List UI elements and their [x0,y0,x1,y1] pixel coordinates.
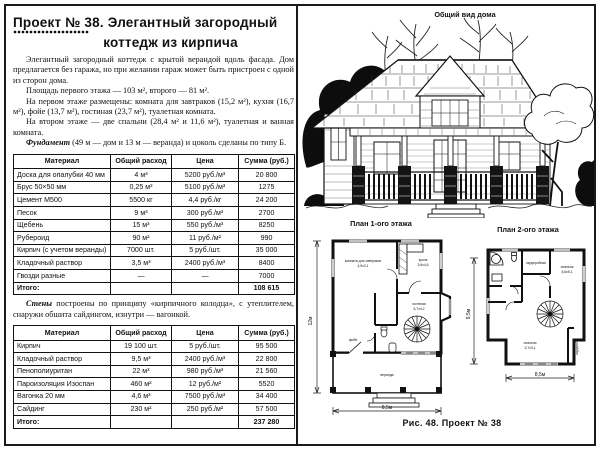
col-header: Сумма (руб.) [239,326,295,341]
table-header-row [14,326,295,341]
table-row [14,181,295,194]
cell: 21 560 [239,365,295,378]
cell: 300 руб./м³ [172,207,239,220]
cell: 3,5 м³ [111,257,172,270]
cell: 24 200 [239,194,295,207]
cell: 5200 руб./м³ [172,169,239,182]
cell: 5520 [239,378,295,391]
room-size: 5,6х5,1 [561,270,573,274]
room-size: 3,7х3,1 [524,346,536,350]
cell: 11 руб./м² [172,232,239,245]
cell: 460 м² [111,378,172,391]
room-size: 3,6х4,6 [417,263,429,267]
col-header: Материал [14,154,111,169]
paragraph-rest: (49 м — дом и 13 м — веранда) и цоколь сделаны по типу Б. [70,138,287,148]
cell: 5100 руб./м³ [172,181,239,194]
house-elevation-drawing [300,16,594,218]
title-flourish [13,30,89,34]
cell: 7000 [239,270,295,283]
floor-plan-1 [303,229,459,415]
table-row [14,365,295,378]
room-label: спальня [560,265,574,269]
col-header: Общий расход [111,326,172,341]
cell: Сайдинг [14,403,111,416]
table-row [14,232,295,245]
room-size: 4,9х3,1 [357,264,369,268]
intro-text [13,55,294,149]
table-row [14,219,295,232]
cell: Вагонка 20 мм [14,390,111,403]
table-header-row [14,154,295,169]
cell [111,282,172,295]
cell: 4 м³ [111,169,172,182]
dim-label-left: 12м [308,316,314,326]
cell: 980 руб./м³ [172,365,239,378]
cell: 250 руб./м² [172,403,239,416]
plan1-label: План 1-ого этажа [350,219,412,228]
dimension-left [313,241,321,393]
figure-caption: Рис. 48. Проект № 38 [402,418,502,428]
dim-label-bottom: 8,5м [381,405,393,411]
cell: 95 500 [239,340,295,353]
table-total-row [14,282,295,295]
table-row [14,207,295,220]
paragraph [13,138,294,148]
cell: 12 руб./м² [172,378,239,391]
cell: 9 м³ [111,207,172,220]
cell [172,416,239,429]
col-header: Цена [172,326,239,341]
total-label: Итого: [14,416,111,429]
cell: 8400 [239,257,295,270]
cell [111,416,172,429]
spiral-stair [537,301,563,327]
table-row [14,403,295,416]
cell: Пенополиуритан [14,365,111,378]
cell: 35 000 [239,244,295,257]
plan2-label: План 2-ого этажа [497,225,559,234]
text-column [13,15,294,429]
cell: 5500 кг [111,194,172,207]
cell: 8250 [239,219,295,232]
bay-window [441,293,450,321]
col-header: Сумма (руб.) [239,154,295,169]
table-row [14,257,295,270]
cell: 7500 руб./м³ [172,390,239,403]
total-value: 237 280 [239,416,295,429]
cell: 22 800 [239,353,295,366]
cell: 19 100 шт. [111,340,172,353]
table-row [14,353,295,366]
table-row [14,270,295,283]
room-label: кухня [418,258,428,262]
cell: Рубероид [14,232,111,245]
walls-note [13,299,294,320]
paragraph: На втором этаже — две спальни (28,4 м² и 11,6 м²), туалетная и ванная комната. [13,117,294,137]
floor-plan-2 [462,236,594,388]
cell: Доска для опалубки 40 мм [14,169,111,182]
paragraph: Площадь первого этажа — 103 м², второго — 81 м². [26,86,210,96]
table-row [14,378,295,391]
dim-label-bottom: 8,5м [534,372,546,378]
table-row [14,169,295,182]
title-line2: коттедж из кирпича [103,35,238,50]
paragraph-lead: Фундамент [26,138,71,148]
dim-label-left: 9,5м [466,308,472,320]
paragraph: Элегантный загородный коттедж с крытой верандой вдоль фасада. Дом предлагается без гаража, но при желании гараж может быть пристроен с одной из сторон дома. [13,55,294,85]
col-header: Общий расход [111,154,172,169]
room-label: гардеробная [525,261,547,265]
cell: 20 800 [239,169,295,182]
cell: Щебень [14,219,111,232]
cell: 5 руб./шт. [172,340,239,353]
cell: 15 м³ [111,219,172,232]
materials-table-walls [13,325,295,429]
cell: Песок [14,207,111,220]
paragraph-lead: Стены [26,299,53,309]
page-title [13,15,294,50]
cell: 90 м² [111,232,172,245]
house-veranda [350,128,554,218]
room-label: гардероб [575,340,579,356]
cell: 0,25 м³ [111,181,172,194]
cell: Кирпич (с учетом веранды) [14,244,111,257]
room-label: фойе [348,338,358,342]
cell: 7000 шт. [111,244,172,257]
cell: 4,4 руб./кг [172,194,239,207]
cell: Цемент М500 [14,194,111,207]
cell: 2400 руб./м³ [172,353,239,366]
cell: 550 руб./м³ [172,219,239,232]
cell: Пароизоляция Изоспан [14,378,111,391]
cell: 230 м² [111,403,172,416]
room-label: веранда [380,373,394,377]
cell: 2400 руб./м³ [172,257,239,270]
column-divider [296,4,298,446]
table-row [14,194,295,207]
table-row [14,244,295,257]
cell: 34 400 [239,390,295,403]
room-label: гостиная [412,302,426,306]
paragraph-rest: построены по принципу «кирпичного колодца», с утеплителем, снаружи обшита сайдингом, изнутри — вагонкой. [13,299,294,319]
cell: Кирпич [14,340,111,353]
cell: Кладочный раствор [14,353,111,366]
room-label: спальня [523,341,537,345]
overview-label: Общий вид дома [434,10,496,19]
cell [172,282,239,295]
cell: 57 500 [239,403,295,416]
materials-table-foundation [13,154,295,296]
spiral-stair [404,316,430,342]
bush-right [575,160,594,206]
table-row [14,390,295,403]
cell: 990 [239,232,295,245]
cell: Гвозди разные [14,270,111,283]
cell: — [111,270,172,283]
veranda-steps [369,393,419,407]
room-label: комната для завтраков [344,259,382,263]
col-header: Материал [14,326,111,341]
table-total-row [14,416,295,429]
table-row [14,340,295,353]
cell: 5 руб./шт. [172,244,239,257]
paragraph: На первом этаже размещены: комната для завтраков (15,2 м²), кухня (16,7 м²), фойе (13,7 м²), гостиная (23,7 м²), туалетная комната. [13,96,294,117]
cell: 22 м³ [111,365,172,378]
cell: 9,5 м³ [111,353,172,366]
cell: 4,6 м³ [111,390,172,403]
total-value: 108 615 [239,282,295,295]
title-line1: Проект № 38. Элегантный загородный [13,15,278,30]
cell: Брус 50×50 мм [14,181,111,194]
cell: Кладочный раствор [14,257,111,270]
cell: — [172,270,239,283]
room-size: 5,7х4,2 [413,307,425,311]
cell: 2700 [239,207,295,220]
total-label: Итого: [14,282,111,295]
cell: 1275 [239,181,295,194]
col-header: Цена [172,154,239,169]
